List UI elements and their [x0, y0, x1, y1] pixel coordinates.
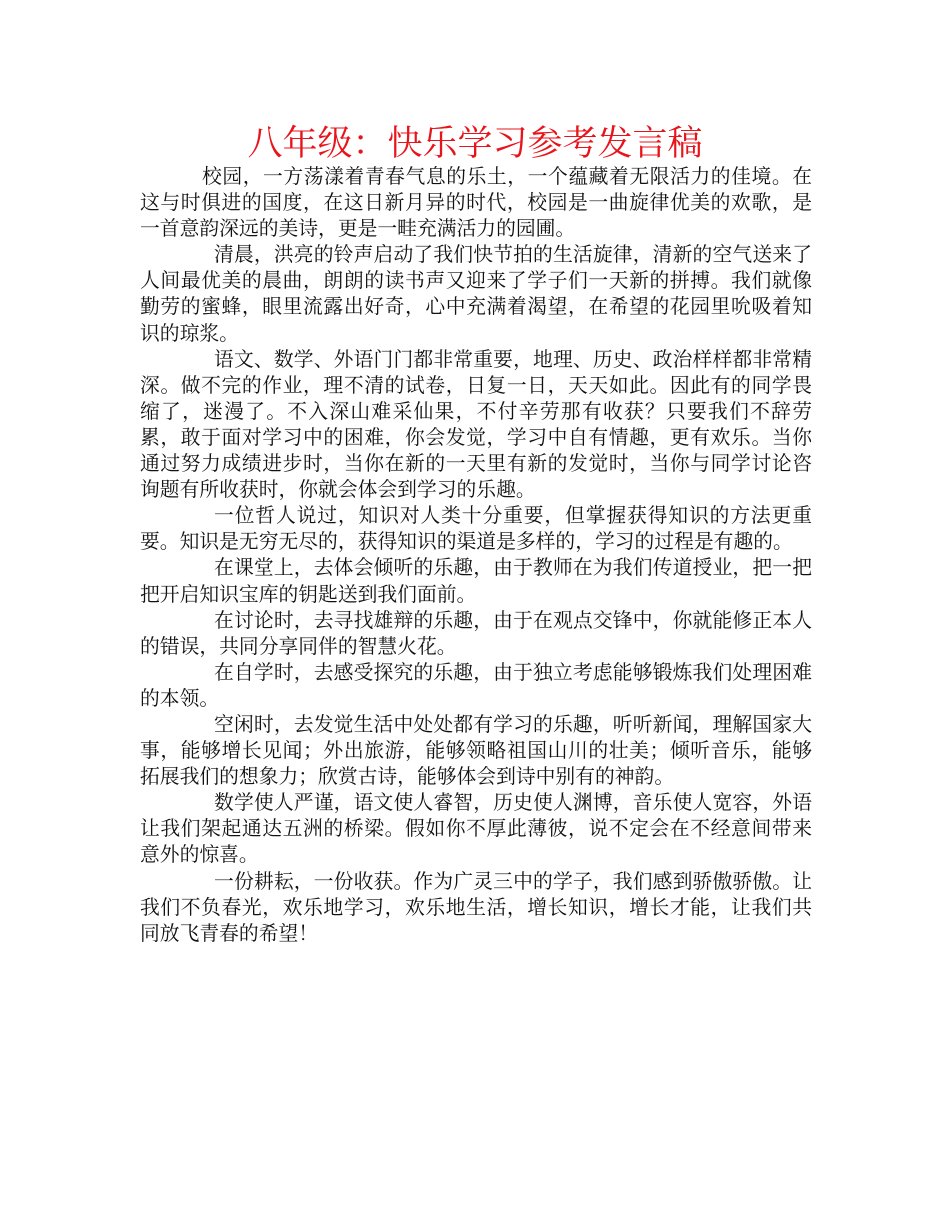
paragraph-free-time: 空闲时，去发觉生活中处处都有学习的乐趣，听听新闻，理解国家大事，能够增长见闻；外出旅游，能够领略祖国山川的壮美；倾听音乐，能够拓展我们的想象力；欣赏古诗，能够体会到诗中别有的神韵。 — [140, 712, 812, 789]
paragraph-self-study: 在自学时，去感受探究的乐趣，由于独立考虑能够锻炼我们处理困难的本领。 — [140, 660, 812, 710]
document-body — [140, 164, 812, 947]
paragraph-philosopher: 一位哲人说过，知识对人类十分重要，但掌握获得知识的方法更重要。知识是无穷无尽的，获得知识的渠道是多样的，学习的过程是有趣的。 — [140, 504, 812, 554]
paragraph-closing: 一份耕耘，一份收获。作为广灵三中的学子，我们感到骄傲骄傲。让我们不负春光，欢乐地学习，欢乐地生活，增长知识，增长才能，让我们共同放飞青春的希望！ — [140, 869, 812, 945]
paragraph-intro: 校园，一方荡漾着青春气息的乐土，一个蕴藏着无限活力的佳境。在这与时俱进的国度，在这日新月异的时代，校园是一曲旋律优美的欢歌，是一首意韵深远的美诗，更是一畦充满活力的园圃。 — [140, 165, 812, 241]
paragraph-subjects: 语文、数学、外语门门都非常重要，地理、历史、政治样样都非常精深。做不完的作业，理不清的试卷，日复一日，天天如此。因此有的同学畏缩了，迷漫了。不入深山难采仙果，不付辛劳那有收获？只要我们不辞劳累，敢于面对学习中的困难，你会发觉，学习中自有情趣，更有欢乐。当你通过努力成绩进步时，当你在新的一天里有新的发觉时，当你与同学讨论咨询题有所收获时，你就会体会到学习的乐趣。 — [140, 347, 812, 502]
paragraph-classroom: 在课堂上，去体会倾听的乐趣，由于教师在为我们传道授业，把一把把开启知识宝库的钥匙送到我们面前。 — [140, 556, 812, 606]
paragraph-morning: 清晨，洪亮的铃声启动了我们快节拍的生活旋律，清新的空气送来了人间最优美的晨曲，朗朗的读书声又迎来了学子们一天新的拼搏。我们就像勤劳的蜜蜂，眼里流露出好奇，心中充满着渴望，在希望的花园里吮吸着知识的琼浆。 — [140, 243, 812, 345]
document-title: 八年级：快乐学习参考发言稿 — [247, 124, 703, 164]
paragraph-subject-virtues: 数学使人严谨，语文使人睿智，历史使人渊博，音乐使人宽容，外语让我们架起通达五洲的桥梁。假如你不厚此薄彼，说不定会在不经意间带来意外的惊喜。 — [140, 791, 812, 867]
paragraph-discussion: 在讨论时，去寻找雄辩的乐趣，由于在观点交锋中，你就能修正本人的错误，共同分享同伴的智慧火花。 — [140, 608, 812, 658]
